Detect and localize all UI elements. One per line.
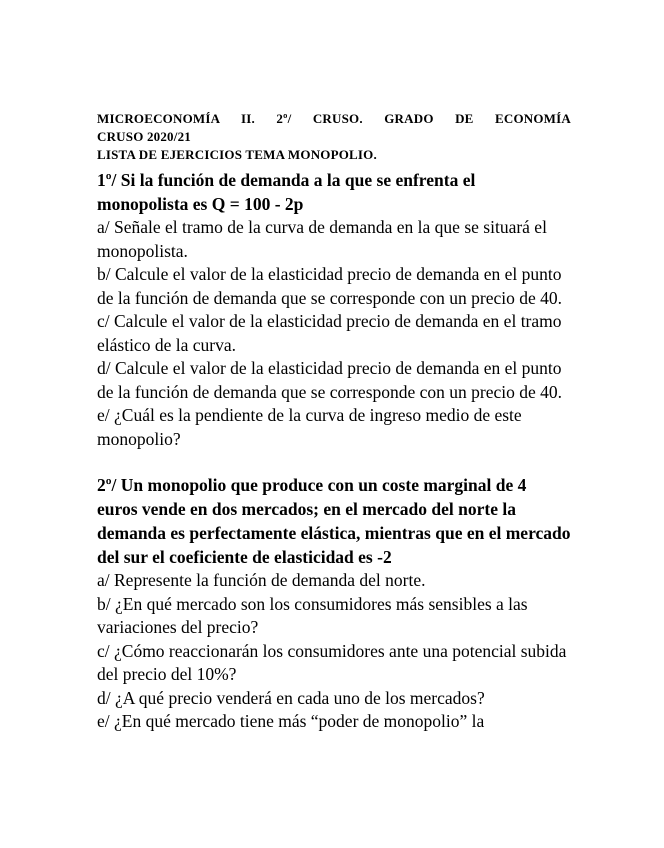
- question-1-title: 1º/ Si la función de demanda a la que se enfrenta el monopolista es Q = 100 - 2p: [97, 170, 476, 214]
- question-2-item-a: a/ Represente la función de demanda del norte.: [97, 570, 426, 590]
- question-1-item-e: e/ ¿Cuál es la pendiente de la curva de ingreso medio de este monopolio?: [97, 405, 522, 449]
- question-2-item-b: b/ ¿En qué mercado son los consumidores más sensibles a las variaciones del precio?: [97, 593, 528, 637]
- question-2-title: 2º/ Un monopolio que produce con un coste marginal de 4 euros vende en dos mercados; en el mercado del norte la demanda es perfectamente elástica, mientras que en el mercado del sur el coeficiente de elasticidad es -2: [97, 475, 571, 567]
- question-2: [97, 473, 571, 734]
- document-header: [97, 110, 571, 164]
- question-1: [97, 168, 571, 451]
- question-2-item-e: e/ ¿En qué mercado tiene más “poder de monopolio” la: [97, 711, 485, 731]
- question-1-item-b: b/ Calcule el valor de la elasticidad precio de demanda en el punto de la función de demanda que se corresponde con un precio de 40.: [97, 264, 563, 308]
- academic-year: CRUSO 2020/21: [97, 129, 191, 144]
- exercise-list-title: LISTA DE EJERCICIOS TEMA MONOPOLIO.: [97, 147, 377, 162]
- question-2-item-c: c/ ¿Cómo reaccionarán los consumidores ante una potencial subida del precio del 10%?: [97, 640, 567, 684]
- course-title: MICROECONOMÍA II. 2º/ CRUSO. GRADO DE ECONOMÍA: [97, 111, 571, 126]
- question-1-item-c: c/ Calcule el valor de la elasticidad precio de demanda en el tramo elástico de la curva.: [97, 311, 562, 355]
- exercise-content: [97, 168, 571, 734]
- question-1-item-a: a/ Señale el tramo de la curva de demanda en la que se situará el monopolista.: [97, 217, 547, 261]
- question-2-item-d: d/ ¿A qué precio venderá en cada uno de los mercados?: [97, 687, 485, 708]
- question-1-item-d: d/ Calcule el valor de la elasticidad precio de demanda en el punto de la función de demanda que se corresponde con un precio de 40.: [97, 358, 563, 402]
